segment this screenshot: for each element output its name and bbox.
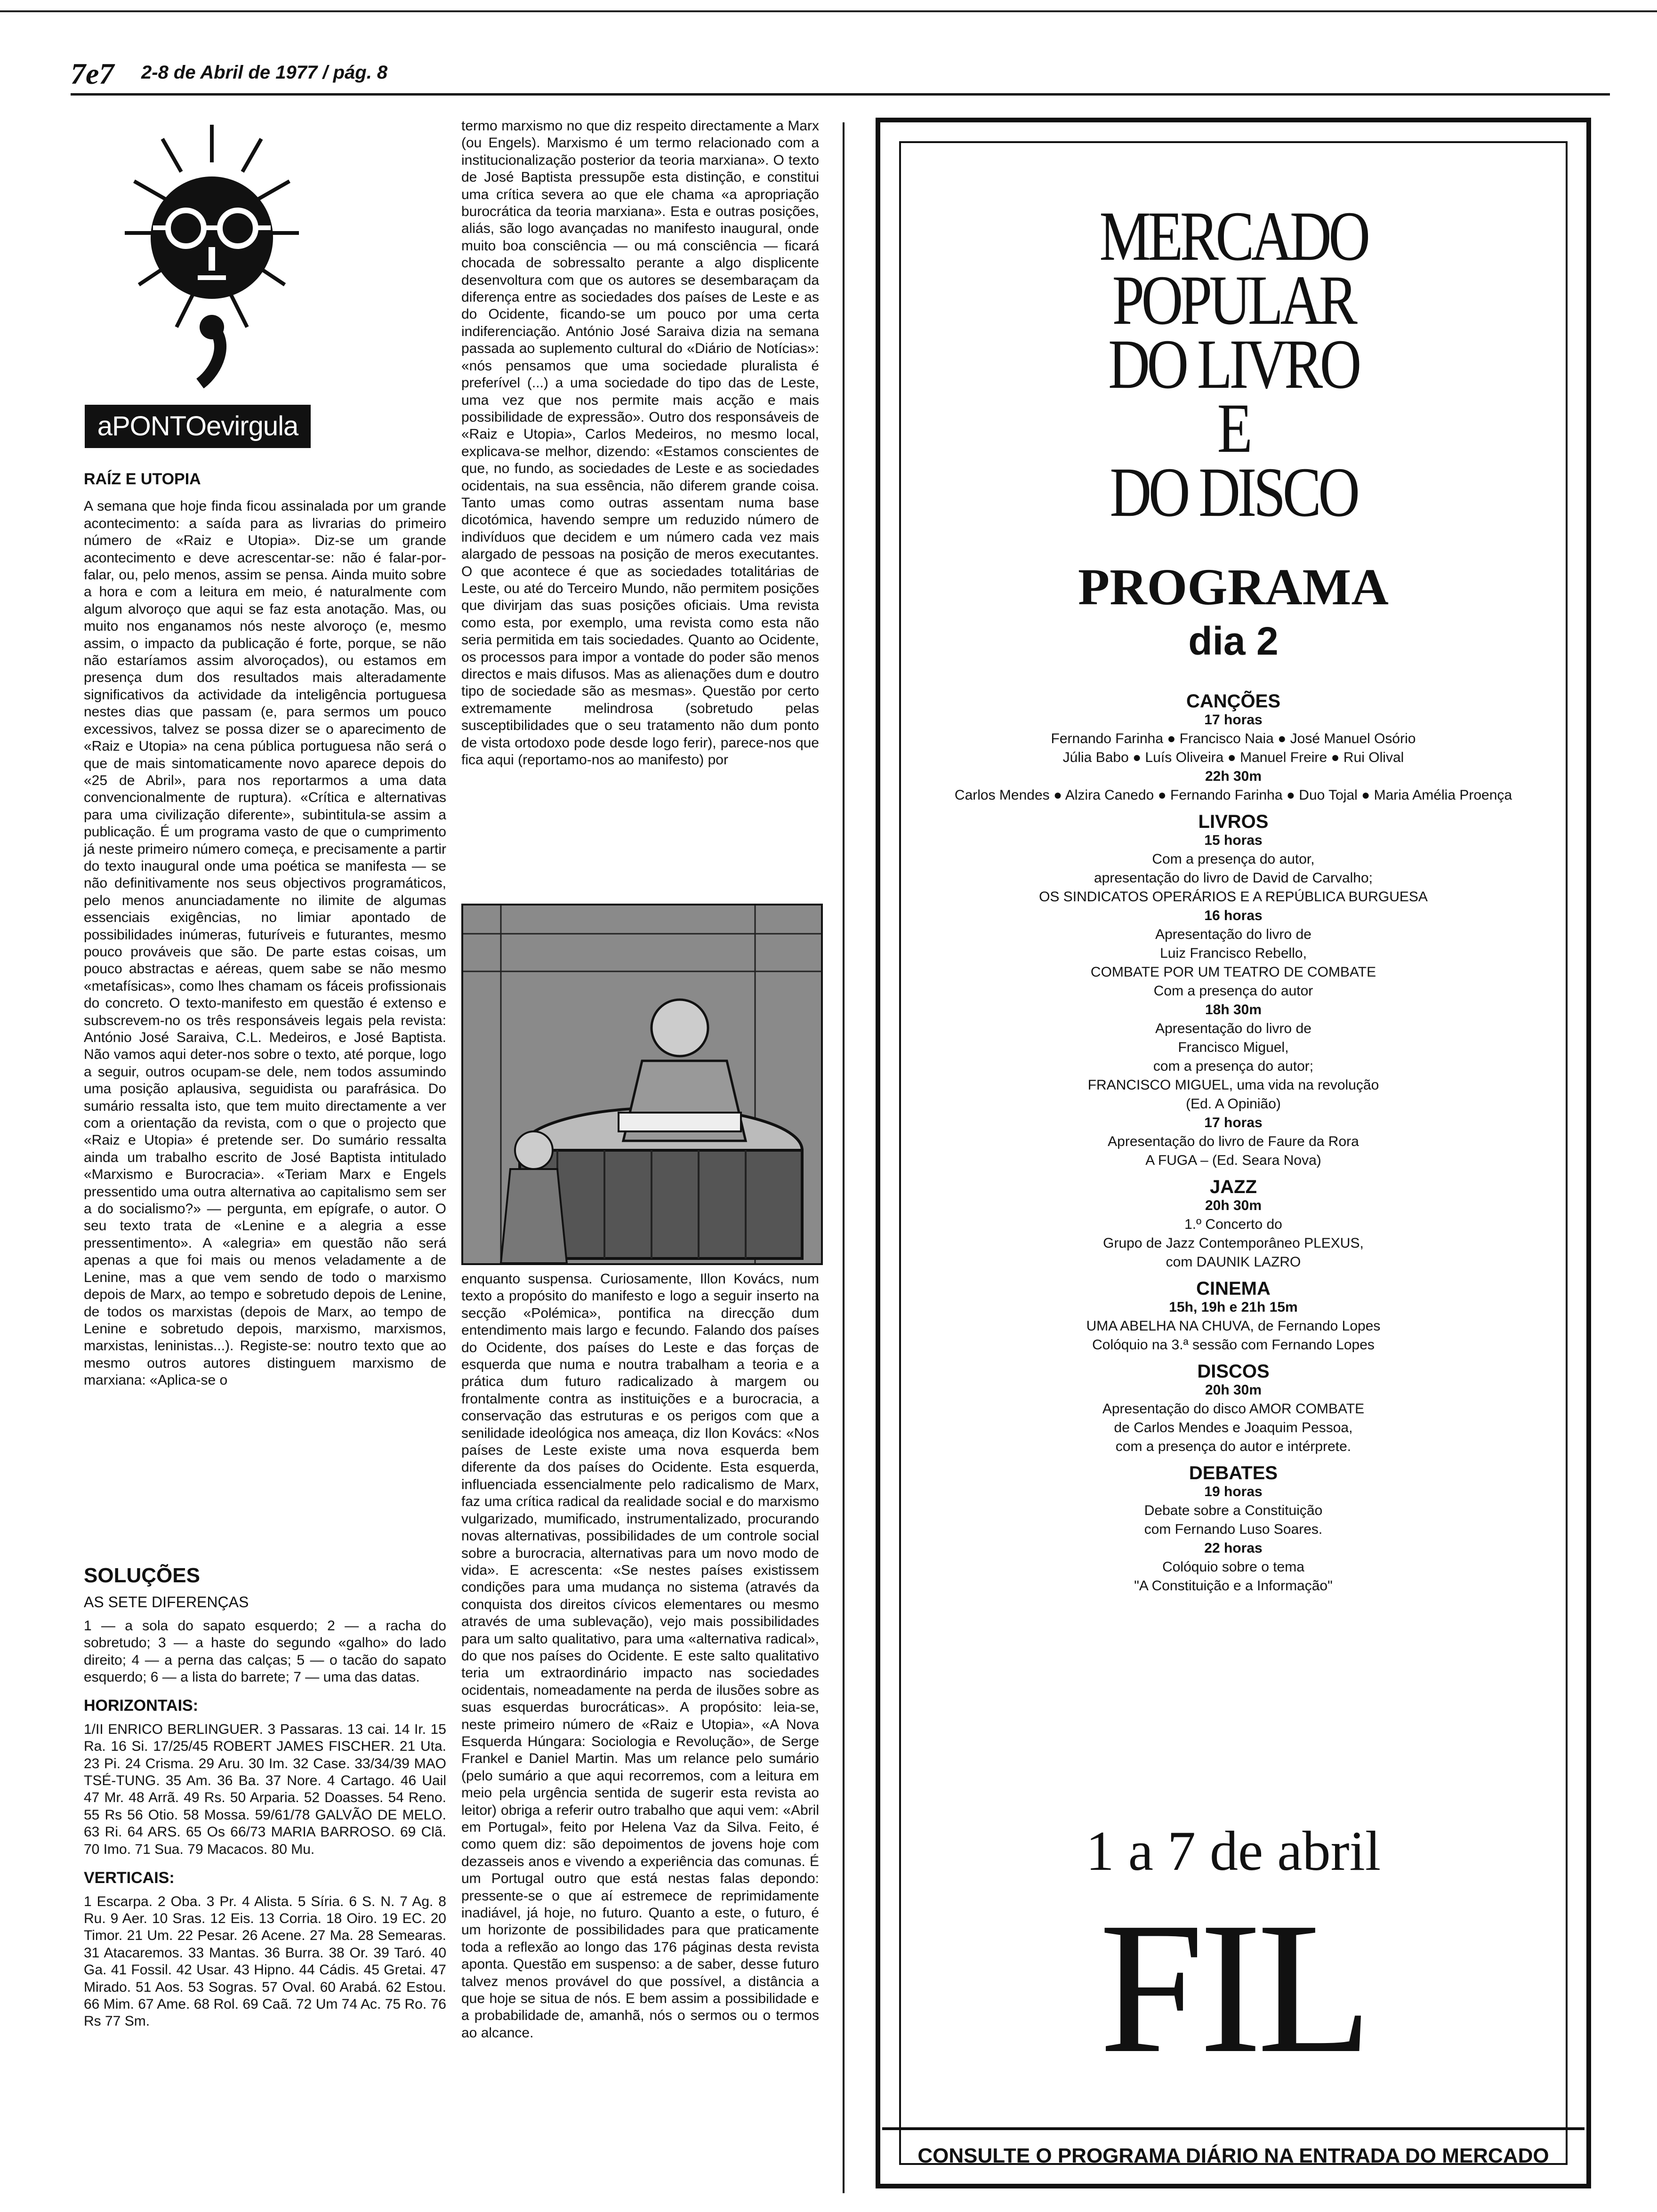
schedule-time: 17 horas [1204,1115,1263,1130]
solutions-heading: SOLUÇÕES [84,1564,200,1587]
schedule-section-title: JAZZ [1210,1177,1257,1197]
schedule-line: Colóquio sobre o tema [1162,1559,1304,1575]
column-banner: aPONTOevirgula [85,405,311,448]
article-body-1: A semana que hoje finda ficou assinalada por um grande acontecimento: a saída para as livrarias do primeiro número de «Raiz e Utopia». Diz-se um grande acontecimento e deve acrescentar-se: não é falar-por-falar, ou, pelo menos, assim se pensa. Ainda muito sobre a hora e com a leitura em meio, é naturalmente com algum alvoroço que aqui se faz esta anotação. Mas, ou muito nos enganamos nós neste alvoroço (e, mesmo assim, o impacto da publicação é forte, porque, se não não estaríamos assim alvoroçados), ou estamos em presença dum dos resultados mais alteradamente significativos da actividade da inteligência portuguesa nestes dias que passam (e, para sermos um pouco excessivos, talvez se possa dizer se o aparecimento de «Raiz e Utopia» na cena pública portuguesa não será o que de mais sintomaticamente novo aparece depois do «25 de Abril», para nos reportarmos a uma data convencionalmente de ruptura). «Crítica e alternativas para uma civilização diferente», subintitula-se assim a publicação. É um programa vasto de que o cumprimento já neste primeiro número começa, e precisamente a partir do texto inaugural onde uma poética se manifesta — se não definitivamente nos seus objectivos programáticos, pelo menos anunciadamente no ilimite de algumas essenciais exigências, no limiar apontado de possibilidades inúmeras, futuríveis e futurantes, mesmo pouco prováveis que são. De parte estas coisas, um pouco abstractas e aéreas, quem sabe se não mesmo «metafísicas», como lhes chamam os fáceis profissionais do concreto. O texto-manifesto em questão é extenso e subscrevem-no os três responsáveis legais pela revista: António José Saraiva, C.L. Medeiros, e José Baptista. Não vamos aqui deter-nos sobre o texto, até porque, logo a seguir, outros ocupam-se dele, nem todos assumindo uma posição aplausiva, seguidista ou parafrásica. Do sumário ressalta isto, que tem muito directamente a ver com a orientação da revista, com o que o projecto que «Raiz e Utopia» é pretende ser. Do sumário ressalta ainda um trabalho escrito de José Baptista intitulado «Marxismo e Burocracia». «Teriam Marx e Engels pressentido uma outra alternativa ao capitalismo sem ser a do socialismo?» — pergunta, em epígrafe, o autor. O seu texto trata de «Lenine e a alegria a esse pressentimento». A «alegria» em questão não será apenas a que foi mais ou menos veladamente a de Lenine, mas a que vem sendo de todo o marxismo depois de Marx, ao tempo e sobretudo depois de Lenine, de todos os marxistas (depois de Marx, ao tempo de Lenine e sobretudo depois, marxismo, marxismos, marxistas, leninistas...). Registe-se: noutro texto que ao mesmo outros autores distinguem marxismo de marxiana: «Aplica-se o [84,498,446,1388]
schedule-time: 18h 30m [1205,1002,1262,1018]
schedule [901,684,1566,1595]
page-header [71,47,1610,94]
article-column-1 [84,471,446,1389]
date-line: 2-8 de Abril de 1977 / pág. 8 [141,62,388,83]
ad-title-line: POPULAR [1112,261,1355,339]
article-heading: RAÍZ E UTOPIA [84,470,201,488]
masthead-logo: 7e7 [71,57,114,90]
schedule-line: FRANCISCO MIGUEL, uma vida na revolução [1087,1077,1379,1093]
schedule-time: 19 horas [1204,1484,1263,1499]
schedule-line: (Ed. A Opinião) [1186,1096,1281,1112]
ad-title-line: DO LIVRO [1108,325,1359,403]
schedule-line: A FUGA – (Ed. Seara Nova) [1145,1153,1321,1168]
schedule-line: OS SINDICATOS OPERÁRIOS E A REPÚBLICA BURGUESA [1039,889,1428,905]
column-emblem [106,106,318,388]
schedule-section-title: CINEMA [1196,1278,1271,1299]
schedule-line: Apresentação do disco AMOR COMBATE [1102,1401,1365,1417]
schedule-line: Grupo de Jazz Contemporâneo PLEXUS, [1103,1235,1364,1251]
schedule-time: 16 horas [1204,908,1263,923]
schedule-section-title: CANÇÕES [1186,691,1281,712]
schedule-time: 15 horas [1204,833,1263,848]
verticais-label: VERTICAIS: [84,1869,175,1887]
schedule-section-title: DEBATES [1189,1463,1278,1483]
papermaking-engraving [463,906,821,1263]
article-column-2-bottom [461,1271,819,2042]
schedule-line: com Fernando Luso Soares. [1144,1522,1323,1537]
schedule-line: com a presença do autor e intérprete. [1115,1439,1351,1454]
differences-text: 1 — a sola do sapato esquerdo; 2 — a racha do sobretudo; 3 — a haste do segundo «galho» do lado direito; 4 — a perna das calças; 5 — o tacão do sapato esquerdo; 6 — a lista do barrete; 7 — uma das datas. [84,1618,446,1685]
emblem-illustration [106,106,318,388]
article-body-3: enquanto suspensa. Curiosamente, Illon Kovács, num texto a propósito do manifesto e logo a seguir inserto na secção «Polémica», pontifica na direcção dum entendimento mais largo e fecundo. Falando dos países do Ocidente, dos países do Leste e das forças de esquerda que numa e noutra trabalham a teoria e a prática dum futuro radicalizado à margem ou frontalmente contra as instituições e a burocracia, a conservação das estruturas e os perigos com que a senilidade ideológica nos ameaça, diz Ilon Kovács: «Nos países de Leste existe uma nova esquerda bem diferente da dos países do Ocidente. Esta esquerda, influenciada essencialmente pelo radicalismo de Marx, faz uma crítica radical da realidade social e do marxismo vulgarizado, mumificado, instrumentalizado, procurando novas alternativas, possibilidades de um controle social sobre a burocracia, alternativas para um novo modo de vida». E acrescenta: «Se nestes países existissem condições para uma mudança no sistema (através da conquista dos direitos cívicos elementares ou mesmo através de uma sublevação), vejo mais possibilidades para um salto qualitativo, para uma «alternativa radical», do que nos países do Ocidente. E este salto qualitativo teria um extraordinário impacto nas sociedades ocidentais, nomeadamente na perda de ilusões sobre as suas esquerdas burocráticas». A propósito: leia-se, neste primeiro número de «Raiz e Utopia», «A Nova Esquerda Húngara: Sociologia e Revolução», de Serge Frankel e Daniel Martin. Mas um relance pelo sumário (pelo sumário a que aqui recorremos, com a leitura em meio pela urgência sentida de sugerir esta revista ao leitor) obriga a referir outro trabalho que aqui vem: «Abril em Portugal», feito por Helena Vaz da Silva. Feito, é como quem diz: são depoimentos de jovens hoje com dezasseis anos e vivendo a experiência das comunas. É um Portugal outro que está nestas falas depondo: pressente-se o que aí estremece de reprimidamente inadiável, já hoje, no futuro. Quanto a este, o futuro, é um horizonte de possibilidades para que praticamente toda a reflexão ao longo das 176 páginas desta revista aponta. Questão em suspenso: a de saber, desse futuro talvez menos provável do que possível, a distância a que hoje se situa de nós. E bem assim a possibilidade e a probabilidade de, amanhã, nós o sermos ou o termos ao alcance. [461,1271,819,2041]
schedule-line: de Carlos Mendes e Joaquim Pessoa, [1114,1420,1353,1435]
ad-title-line: MERCADO [1099,197,1367,275]
schedule-line: Francisco Miguel, [1178,1040,1289,1055]
schedule-line: Apresentação do livro de [1155,927,1311,942]
schedule-time: 20h 30m [1205,1382,1262,1398]
schedule-time: 17 horas [1204,712,1263,728]
schedule-line: Apresentação do livro de [1155,1021,1311,1036]
schedule-line: Colóquio na 3.ª sessão com Fernando Lopes [1092,1337,1375,1353]
schedule-line: com a presença do autor; [1153,1058,1314,1074]
verticais-text: 1 Escarpa. 2 Oba. 3 Pr. 4 Alista. 5 Síria. 6 S. N. 7 Ag. 8 Ru. 9 Aer. 10 Sras. 12 Eis. 13 Corria. 18 Oiro. 19 EC. 20 Timor. 21 Um. 22 Pesar. 26 Acene. 27 Ma. 28 Semearas. 31 Atacaremos. 33 Mantas. 36 Burra. 38 Or. 39 Taró. 40 Ga. 41 Fossil. 42 Usar. 43 Hipno. 44 Cádis. 45 Gretai. 47 Mirado. 51 Aos. 53 Sogras. 57 Oval. 60 Arabá. 62 Estou. 66 Mim. 67 Ame. 68 Rol. 69 Caã. 72 Um 74 Ac. 75 Ro. 76 Rs 77 Sm. [84,1893,446,2029]
ad-title-line: E [1217,389,1250,467]
horizontais-label: HORIZONTAIS: [84,1697,199,1715]
schedule-line: UMA ABELHA NA CHUVA, de Fernando Lopes [1086,1318,1381,1334]
schedule-line: Fernando Farinha ● Francisco Naia ● José Manuel Osório [1051,731,1416,746]
schedule-line: Apresentação do livro de Faure da Rora [1108,1134,1359,1149]
schedule-line: Com a presença do autor, [1152,851,1315,867]
schedule-line: com DAUNIK LAZRO [1166,1254,1301,1270]
schedule-line: Luiz Francisco Rebello, [1160,946,1307,961]
day-heading: dia 2 [1188,619,1279,663]
horizontais-text: 1/II ENRICO BERLINGUER. 3 Passaras. 13 cai. 14 Ir. 15 Ra. 16 Si. 17/25/45 ROBERT JAMES FISCHER. 21 Uta. 23 Pi. 24 Crisma. 29 Aru. 30 Im. 32 Case. 33/34/39 MAO TSÉ-TUNG. 35 Am. 36 Ba. 37 Nore. 4 Cartago. 46 Uail 47 Mr. 48 Arrã. 49 Rs. 50 Arparia. 52 Doasses. 54 Reno. 55 Rs 56 Otio. 58 Mossa. 59/61/78 GALVÃO DE MELO. 63 Ri. 64 ARS. 65 Os 66/73 MARIA BARROSO. 69 Clã. 70 Imo. 71 Sua. 79 Macacos. 80 Mu. [84,1721,446,1857]
schedule-time: 22h 30m [1205,769,1262,784]
schedule-time: 22 horas [1204,1540,1263,1556]
schedule-line: Debate sobre a Constituição [1144,1503,1323,1518]
ad-title [901,197,1566,531]
header-rule [71,93,1610,96]
event-dates: 1 a 7 de abril [1086,1819,1381,1882]
schedule-line: Com a presença do autor [1153,983,1313,999]
consult-footer: CONSULTE O PROGRAMA DIÁRIO NA ENTRADA DO MERCADO [882,2127,1585,2182]
schedule-section-title: LIVROS [1198,811,1269,832]
programa-heading: PROGRAMA [1078,558,1389,616]
differences-heading: AS SETE DIFERENÇAS [84,1594,249,1611]
schedule-section-title: DISCOS [1197,1361,1270,1382]
engraving-illustration [461,904,823,1265]
schedule-line: "A Constituição e a Informação" [1134,1578,1333,1594]
schedule-line: COMBATE POR UM TEATRO DE COMBATE [1090,964,1376,980]
column-divider [843,122,845,2193]
ad-title-line: DO DISCO [1110,453,1357,531]
solutions-section [84,1564,446,2030]
schedule-time: 20h 30m [1205,1198,1262,1213]
advertisement [876,118,1591,2188]
advertisement-frame [899,141,1568,2165]
article-body-2: termo marxismo no que diz respeito directamente a Marx (ou Engels). Marxismo é um termo relacionado com a institucionalização posterior da teoria marxiana». O texto de José Baptista pressupõe esta distinção, e constitui uma crítica severa ao que ele chama «a apropriação burocrática da teoria marxiana». Esta e outras posições, aliás, são logo avançadas no manifesto inaugural, onde muito boa consciência — ou má consciência — ficará chocada de sobressalto perante a algo displicente desenvoltura com que os autores se desembaraçam da diferença entre as sociedades dos países de Leste e as do Ocidente, ficando-se um pouco por uma certa indiferenciação. António José Saraiva dizia na semana passada ao suplemento cultural do «Diário de Notícias»: «nós pensamos que uma sociedade pluralista é preferível (...) a uma sociedade do tipo das de Leste, uma vez que nos permite mais acção e mais possibilidade de expressão». Outro dos responsáveis de «Raiz e Utopia», Carlos Medeiros, no mesmo local, explicava-se melhor, dizendo: «Estamos conscientes de que, no fundo, as sociedades de Leste e as sociedades ocidentais, na sua essência, não diferem grande coisa. Tanto umas como outras assentam numa base dicotómica, havendo sempre um reduzido número de indivíduos que decidem e um número cada vez mais alargado de pessoas na posição de meros executantes. O que acontece é que as sociedades totalitárias de Leste, ou até do Terceiro Mundo, não permitem posições que divirjam das suas posições oficiais. Uma revista como esta, por exemplo, uma revista como esta não seria permitida em tais sociedades. Quanto ao Ocidente, os processos para impor a vontade do poder são menos directos e mais difusos. Mas as alienações dum e doutro tipo de sociedade são as mesmas». Questão por certo extremamente melindrosa (sobretudo pelas susceptibilidades que o seu tratamento não dum ponto de vista ortodoxo pode desde logo ferir), parece-nos que fica aqui (reportamo-nos ao manifesto) por [461,118,819,768]
schedule-line: apresentação do livro de David de Carvalho; [1094,870,1373,886]
schedule-time: 15h, 19h e 21h 15m [1169,1299,1298,1315]
article-column-2-top [461,118,819,769]
schedule-line: 1.º Concerto do [1184,1217,1282,1232]
fil-logo: FIL [1099,1883,1367,2092]
schedule-line: Carlos Mendes ● Alzira Canedo ● Fernando Farinha ● Duo Tojal ● Maria Amélia Proença [954,787,1512,803]
top-border [0,10,1657,12]
schedule-line: Júlia Babo ● Luís Oliveira ● Manuel Freire ● Rui Olival [1062,750,1404,765]
